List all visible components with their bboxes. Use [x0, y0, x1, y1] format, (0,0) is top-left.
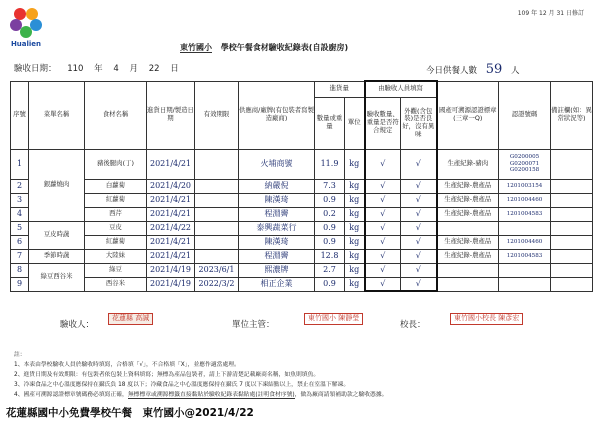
flower-logo-icon [6, 4, 46, 40]
cell-check-qty: √ [365, 277, 401, 291]
cell-cert [499, 263, 551, 277]
form-name: 學校午餐食材驗收紀錄表(自設廚房) [220, 43, 349, 52]
cell-unit: kg [345, 249, 365, 263]
cell-check-qty: √ [365, 221, 401, 235]
cell-unit: kg [345, 235, 365, 249]
cell-check-qty: √ [365, 249, 401, 263]
cell-qty: 0.9 [315, 277, 345, 291]
cell-check-qty: √ [365, 235, 401, 249]
cell-supplier: 程淵霽 [239, 249, 315, 263]
notes [14, 350, 387, 400]
meal-count-unit: 人 [510, 66, 520, 76]
table-row [11, 221, 593, 235]
receipt-month: 4 [113, 64, 119, 74]
unit-head-stamp: 東竹國小 陳靜瑩 [304, 313, 363, 325]
cell-cert: 1201004460 [499, 235, 551, 249]
note-1: 1、本表由學校驗收人員於驗收時填寫，合格填「√」，不合格填「X」，並應作適當處理。 [14, 362, 240, 368]
cell-cert [499, 277, 551, 291]
header-seq: 序號 [11, 81, 29, 149]
cell-traceability: 生產紀錄-豬肉 [437, 149, 499, 179]
cell-seq: 2 [11, 179, 29, 193]
cell-remark [551, 249, 593, 263]
school-name: 東竹國小 [180, 43, 212, 52]
cell-expiry: 2022/3/2 [195, 277, 239, 291]
cell-seq: 4 [11, 207, 29, 221]
table-row [11, 277, 593, 291]
revision-date: 109 年 12 月 31 日修訂 [517, 10, 584, 17]
cell-remark [551, 193, 593, 207]
table-row [11, 249, 593, 263]
cell-unit: kg [345, 179, 365, 193]
cell-date: 2021/4/20 [147, 179, 195, 193]
header-purchase: 進貨量 [315, 81, 365, 97]
cell-seq: 1 [11, 149, 29, 179]
cell-ingredient: 西芹 [85, 207, 147, 221]
cell-cert: 1201004460 [499, 193, 551, 207]
header-unit: 單位 [345, 97, 365, 149]
note-4-b: 無標標章或溯源標籤直接黏貼於驗收紀錄表黏貼處(註明食材序號) [127, 392, 295, 398]
inspector-label: 驗收人： [60, 320, 95, 330]
cell-dish: 季節時蔬 [29, 249, 85, 263]
cell-expiry: 2023/6/1 [195, 263, 239, 277]
footer-caption: 花蓮縣國中小免費學校午餐 東竹國小@2021/4/22 [6, 407, 254, 419]
cell-unit: kg [345, 277, 365, 291]
cell-qty: 11.9 [315, 149, 345, 179]
cell-cert: 1201004583 [499, 207, 551, 221]
principal-signature [400, 318, 426, 330]
cell-seq: 9 [11, 277, 29, 291]
cell-seq: 3 [11, 193, 29, 207]
cell-ingredient: 綠豆 [85, 263, 147, 277]
cell-qty: 0.9 [315, 221, 345, 235]
cell-seq: 5 [11, 221, 29, 235]
cell-check-qty: √ [365, 263, 401, 277]
cell-ingredient: 豬後腿肉(丁) [85, 149, 147, 179]
meal-count-value: 59 [485, 62, 503, 77]
logo-text: Hualien [10, 40, 42, 48]
principal-stamp: 東竹國小校長 陳彥宏 [450, 313, 523, 325]
cell-check-smell: √ [401, 249, 437, 263]
cell-check-qty: √ [365, 193, 401, 207]
cell-traceability [437, 277, 499, 291]
note-4-c: ，做為廠商請領補助款之驗收憑據。 [294, 392, 388, 398]
receipt-month-unit: 月 [129, 64, 139, 74]
meal-count [426, 62, 519, 77]
header-cert: 認證號碼 [499, 81, 551, 149]
header-remarks: 備註欄(如：異常狀況等) [551, 81, 593, 149]
cell-remark [551, 149, 593, 179]
cell-ingredient: 紅蘿蔔 [85, 193, 147, 207]
cell-seq: 6 [11, 235, 29, 249]
header-inspector: 由驗收人員填寫 [365, 81, 437, 97]
cell-check-qty: √ [365, 207, 401, 221]
cell-ingredient: 大陸妹 [85, 249, 147, 263]
cell-remark [551, 179, 593, 193]
cell-traceability: 生產紀錄-農產品 [437, 207, 499, 221]
header-supplier: 供應商/廠牌(有包裝者寫製造廠商) [239, 81, 315, 149]
cell-unit: kg [345, 221, 365, 235]
cell-unit: kg [345, 207, 365, 221]
cell-date: 2021/4/22 [147, 221, 195, 235]
cell-cert [499, 221, 551, 235]
cell-supplier: 泰興蔬菜行 [239, 221, 315, 235]
cell-qty: 12.8 [315, 249, 345, 263]
cell-check-smell: √ [401, 235, 437, 249]
table-row [11, 149, 593, 179]
cell-check-qty: √ [365, 179, 401, 193]
cell-check-smell: √ [401, 221, 437, 235]
cell-expiry [195, 235, 239, 249]
table-row [11, 263, 593, 277]
note-2: 2、進貨日期及有效期限：有包裝者依包裝上資料填寫；無標為產品包裝者，請上下游清楚記載廠商名稱，如魚則填魚。 [14, 372, 320, 378]
cell-traceability: 生產紀錄-農產品 [437, 235, 499, 249]
cell-check-smell: √ [401, 207, 437, 221]
inspector-stamp: 花蓮縣 高誠 [108, 313, 153, 325]
unit-head-signature [232, 318, 275, 330]
cell-check-smell: √ [401, 277, 437, 291]
cell-unit: kg [345, 263, 365, 277]
notes-title: 註： [14, 352, 26, 358]
cell-ingredient: 豆皮 [85, 221, 147, 235]
cell-supplier: 相正企業 [239, 277, 315, 291]
header-insp-qty: 驗收數量、重量是否符合規定 [365, 97, 401, 149]
cell-qty: 0.9 [315, 193, 345, 207]
cell-qty: 7.3 [315, 179, 345, 193]
header-ingredient: 食材名稱 [85, 81, 147, 149]
cell-supplier: 納嚴倪 [239, 179, 315, 193]
cell-expiry [195, 193, 239, 207]
cell-supplier: 火埔商號 [239, 149, 315, 179]
cell-check-smell: √ [401, 263, 437, 277]
note-4 [14, 390, 387, 400]
cell-traceability [437, 221, 499, 235]
cell-date: 2021/4/21 [147, 193, 195, 207]
cell-expiry [195, 207, 239, 221]
cell-remark [551, 207, 593, 221]
cell-ingredient: 白蘿蔔 [85, 179, 147, 193]
receipt-day-unit: 日 [170, 64, 179, 74]
cell-supplier: 程淵霽 [239, 207, 315, 221]
cell-date: 2021/4/19 [147, 263, 195, 277]
meal-count-label: 今日供餐人數 [426, 66, 478, 76]
cell-dish: 銀蘿燒肉 [29, 149, 85, 221]
cell-supplier: 陳漢琦 [239, 193, 315, 207]
cell-supplier: 陳漢琦 [239, 235, 315, 249]
principal-label: 校長： [400, 320, 426, 330]
header-traceability: 國產可溯源認證標章(三章一Q) [437, 81, 499, 149]
note-3: 3、冷凍食品之中心溫度應保持在攝氏負 18 度以下；冷藏食品之中心溫度應保持在攝氏 7 度以下凍結點以上，禁止在室溫下解凍。 [14, 382, 350, 388]
header-expiry: 有效期限 [195, 81, 239, 149]
cell-remark [551, 235, 593, 249]
cell-traceability [437, 263, 499, 277]
cell-date: 2021/4/21 [147, 207, 195, 221]
cell-ingredient: 西谷米 [85, 277, 147, 291]
cell-unit: kg [345, 149, 365, 179]
note-4-a: 4、國產可溯源認證標章號碼務必填寫正確， [14, 392, 128, 398]
header-dish: 菜單名稱 [29, 81, 85, 149]
cell-date: 2021/4/19 [147, 277, 195, 291]
cell-check-qty: √ [365, 149, 401, 179]
cell-seq: 7 [11, 249, 29, 263]
cell-dish: 綠豆西谷米 [29, 263, 85, 291]
receipt-date [14, 62, 187, 74]
table-row [11, 207, 593, 221]
cell-check-smell: √ [401, 149, 437, 179]
hualien-logo [6, 4, 46, 52]
header-insp-smell: 外觀(含包裝)是否良好，沒有異味 [401, 97, 437, 149]
inspection-table [10, 80, 593, 292]
receipt-day: 22 [148, 64, 160, 74]
header-qty: 數量或重量 [315, 97, 345, 149]
cell-expiry [195, 221, 239, 235]
cell-dish: 豆皮時蔬 [29, 221, 85, 249]
cell-date: 2021/4/21 [147, 235, 195, 249]
cell-check-smell: √ [401, 193, 437, 207]
cell-remark [551, 221, 593, 235]
form-title [180, 42, 354, 53]
cell-traceability: 生產紀錄-農產品 [437, 179, 499, 193]
unit-head-label: 單位主管： [232, 320, 275, 330]
cell-expiry [195, 249, 239, 263]
cell-expiry [195, 149, 239, 179]
cell-traceability: 生產紀錄-農產品 [437, 193, 499, 207]
inspector-signature [60, 318, 94, 330]
cell-expiry [195, 179, 239, 193]
cell-qty: 0.9 [315, 235, 345, 249]
cell-qty: 0.2 [315, 207, 345, 221]
cell-supplier: 熙濃牌 [239, 263, 315, 277]
cell-unit: kg [345, 193, 365, 207]
cell-ingredient: 紅蘿蔔 [85, 235, 147, 249]
cell-cert: 1201004583 [499, 249, 551, 263]
receipt-year-unit: 年 [94, 64, 103, 74]
cell-check-smell: √ [401, 179, 437, 193]
receipt-year: 110 [67, 64, 84, 74]
table-row [11, 235, 593, 249]
header-date: 進貨日期/製造日期 [147, 81, 195, 149]
cell-remark [551, 263, 593, 277]
table-row [11, 193, 593, 207]
receipt-date-label: 驗收日期： [14, 64, 57, 74]
cell-traceability: 生產紀錄-農產品 [437, 249, 499, 263]
cell-qty: 2.7 [315, 263, 345, 277]
cell-cert: 1201003154 [499, 179, 551, 193]
cell-date: 2021/4/21 [147, 249, 195, 263]
cell-seq: 8 [11, 263, 29, 277]
table-row [11, 179, 593, 193]
cell-remark [551, 277, 593, 291]
cell-date: 2021/4/21 [147, 149, 195, 179]
cell-cert: G0200005 G0200071 G0200158 [499, 149, 551, 179]
